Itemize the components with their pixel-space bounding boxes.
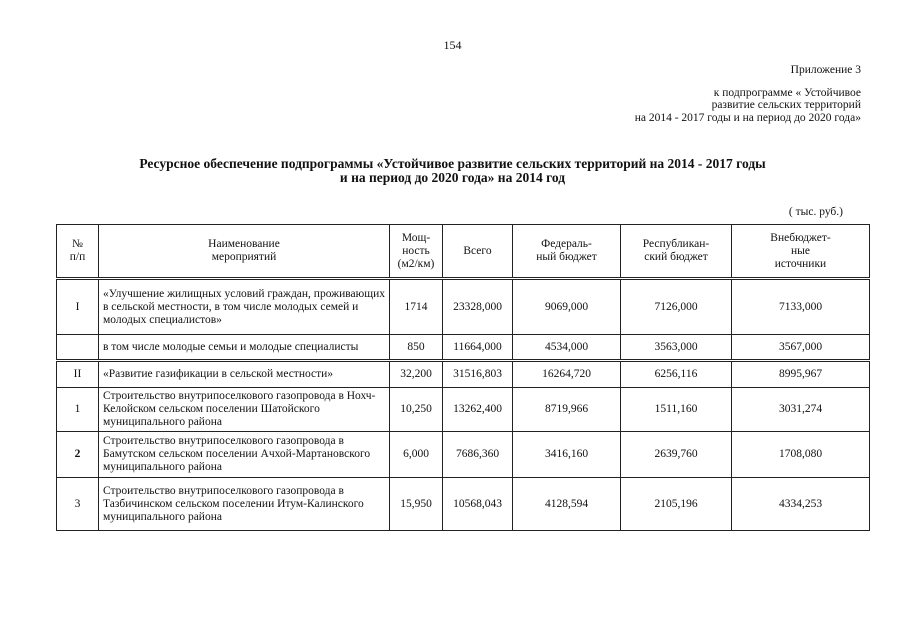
row-republic: 6256,116 <box>621 361 732 388</box>
row-power: 850 <box>390 335 443 361</box>
row-total: 7686,360 <box>443 432 513 478</box>
row-extra: 3567,000 <box>732 335 870 361</box>
header-republic: Республикан- ский бюджет <box>621 225 732 279</box>
table-row <box>57 478 870 531</box>
title-line: Ресурсное обеспечение подпрограммы «Устойчивое развитие сельских территорий на 2014 - 2017 годы <box>139 156 766 171</box>
appendix-line: к подпрограмме « Устойчивое <box>713 86 861 99</box>
row-extra: 3031,274 <box>732 388 870 432</box>
row-name: Строительство внутрипоселкового газопровода в Тазбичинском сельском поселении Итум-Калинского муниципального района <box>99 478 390 531</box>
appendix-note <box>635 64 861 124</box>
row-name: Строительство внутрипоселкового газопровода в Бамутском сельском поселении Ачхой-Мартановского муниципального района <box>99 432 390 478</box>
row-federal: 8719,966 <box>513 388 621 432</box>
table-row <box>57 361 870 388</box>
header-power: Мощ- ность (м2/км) <box>390 225 443 279</box>
header-name: Наименование мероприятий <box>99 225 390 279</box>
row-name: Строительство внутрипоселкового газопровода в Нохч- Келойском сельском поселении Шатойского муниципального района <box>99 388 390 432</box>
row-total: 11664,000 <box>443 335 513 361</box>
row-republic: 1511,160 <box>621 388 732 432</box>
row-num: 3 <box>57 478 99 531</box>
row-republic: 2105,196 <box>621 478 732 531</box>
row-extra: 1708,080 <box>732 432 870 478</box>
row-federal: 3416,160 <box>513 432 621 478</box>
row-num: 2 <box>57 432 99 478</box>
table-row <box>57 388 870 432</box>
row-total: 31516,803 <box>443 361 513 388</box>
row-federal: 4128,594 <box>513 478 621 531</box>
table-row <box>57 432 870 478</box>
table-row <box>57 335 870 361</box>
appendix-line: развитие сельских территорий <box>711 99 861 111</box>
row-total: 23328,000 <box>443 279 513 335</box>
header-row <box>57 225 870 279</box>
table-row <box>57 279 870 335</box>
row-extra: 7133,000 <box>732 279 870 335</box>
row-federal: 9069,000 <box>513 279 621 335</box>
row-name: в том числе молодые семьи и молодые специалисты <box>99 335 390 361</box>
row-republic: 3563,000 <box>621 335 732 361</box>
row-power: 6,000 <box>390 432 443 478</box>
appendix-line: на 2014 - 2017 годы и на период до 2020 года» <box>634 111 861 124</box>
row-power: 1714 <box>390 279 443 335</box>
row-num: 1 <box>57 388 99 432</box>
page-number: 154 <box>443 38 462 52</box>
row-extra: 8995,967 <box>732 361 870 388</box>
header-num: № п/п <box>57 225 99 279</box>
row-total: 13262,400 <box>443 388 513 432</box>
appendix-title: Приложение 3 <box>790 64 861 76</box>
header-extra: Внебюджет- ные источники <box>732 225 870 279</box>
row-total: 10568,043 <box>443 478 513 531</box>
row-num: I <box>57 279 99 335</box>
title-line: и на период до 2020 года» на 2014 год <box>339 170 566 185</box>
resource-table <box>56 224 870 531</box>
header-total: Всего <box>443 225 513 279</box>
row-name: «Улучшение жилищных условий граждан, проживающих в сельской местности, в том числе молодых семей и молодых специалистов» <box>99 279 390 335</box>
row-power: 32,200 <box>390 361 443 388</box>
row-federal: 16264,720 <box>513 361 621 388</box>
row-republic: 2639,760 <box>621 432 732 478</box>
row-name: «Развитие газификации в сельской местности» <box>99 361 390 388</box>
row-power: 15,950 <box>390 478 443 531</box>
row-extra: 4334,253 <box>732 478 870 531</box>
row-num <box>57 335 99 361</box>
header-federal: Федераль- ный бюджет <box>513 225 621 279</box>
row-num: II <box>57 361 99 388</box>
row-power: 10,250 <box>390 388 443 432</box>
document-title <box>0 157 905 185</box>
row-republic: 7126,000 <box>621 279 732 335</box>
units-label: ( тыс. руб.) <box>788 206 843 218</box>
row-federal: 4534,000 <box>513 335 621 361</box>
